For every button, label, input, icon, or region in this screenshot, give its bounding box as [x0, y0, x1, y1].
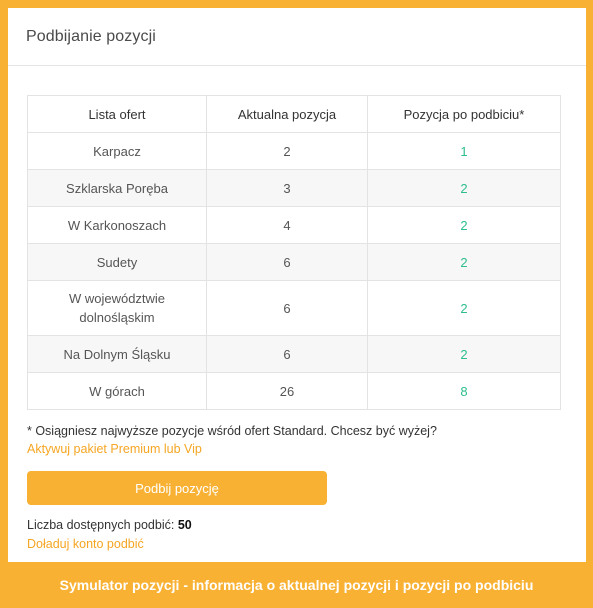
top-up-bumps-link[interactable]: Doładuj konto podbić: [27, 537, 144, 551]
available-bumps: [27, 516, 192, 554]
position-after-bump: 2: [368, 170, 561, 207]
card-header: [8, 8, 586, 66]
table-row: [28, 244, 561, 281]
current-position: 6: [207, 336, 368, 373]
activate-premium-link[interactable]: Aktywuj pakiet Premium lub Vip: [27, 442, 202, 456]
standard-offer-note: [27, 422, 437, 458]
offer-name: W górach: [28, 373, 207, 410]
available-bumps-label: Liczba dostępnych podbić:: [27, 518, 175, 532]
offer-name: Sudety: [28, 244, 207, 281]
position-after-bump: 2: [368, 336, 561, 373]
current-position: 4: [207, 207, 368, 244]
offer-name: W województwie dolnośląskim: [28, 281, 207, 336]
column-header-position-after-bump: Pozycja po podbiciu*: [368, 96, 561, 133]
table-row: [28, 133, 561, 170]
position-after-bump: 8: [368, 373, 561, 410]
offer-name: Szklarska Poręba: [28, 170, 207, 207]
current-position: 6: [207, 244, 368, 281]
table-row: [28, 207, 561, 244]
table-row: [28, 170, 561, 207]
card-title: Podbijanie pozycji: [26, 27, 156, 45]
bump-position-button[interactable]: Podbij pozycję: [27, 471, 327, 505]
column-header-offers: Lista ofert: [28, 96, 207, 133]
table-row: [28, 373, 561, 410]
available-bumps-count: 50: [177, 518, 192, 532]
column-header-current-position: Aktualna pozycja: [207, 96, 368, 133]
offer-name: Karpacz: [28, 133, 207, 170]
table-row: [28, 336, 561, 373]
position-after-bump: 2: [368, 281, 561, 336]
current-position: 3: [207, 170, 368, 207]
table-row: [28, 281, 561, 336]
position-after-bump: 2: [368, 207, 561, 244]
position-after-bump: 1: [368, 133, 561, 170]
note-text: * Osiągniesz najwyższe pozycje wśród ofert Standard. Chcesz być wyżej?: [27, 424, 437, 438]
offers-position-table: [27, 95, 561, 410]
current-position: 26: [207, 373, 368, 410]
current-position: 2: [207, 133, 368, 170]
offer-name: Na Dolnym Śląsku: [28, 336, 207, 373]
table-header-row: [28, 96, 561, 133]
position-after-bump: 2: [368, 244, 561, 281]
current-position: 6: [207, 281, 368, 336]
caption-banner: Symulator pozycji - informacja o aktualnej pozycji i pozycji po podbiciu: [59, 577, 534, 593]
bump-position-card: [8, 8, 586, 562]
offer-name: W Karkonoszach: [28, 207, 207, 244]
